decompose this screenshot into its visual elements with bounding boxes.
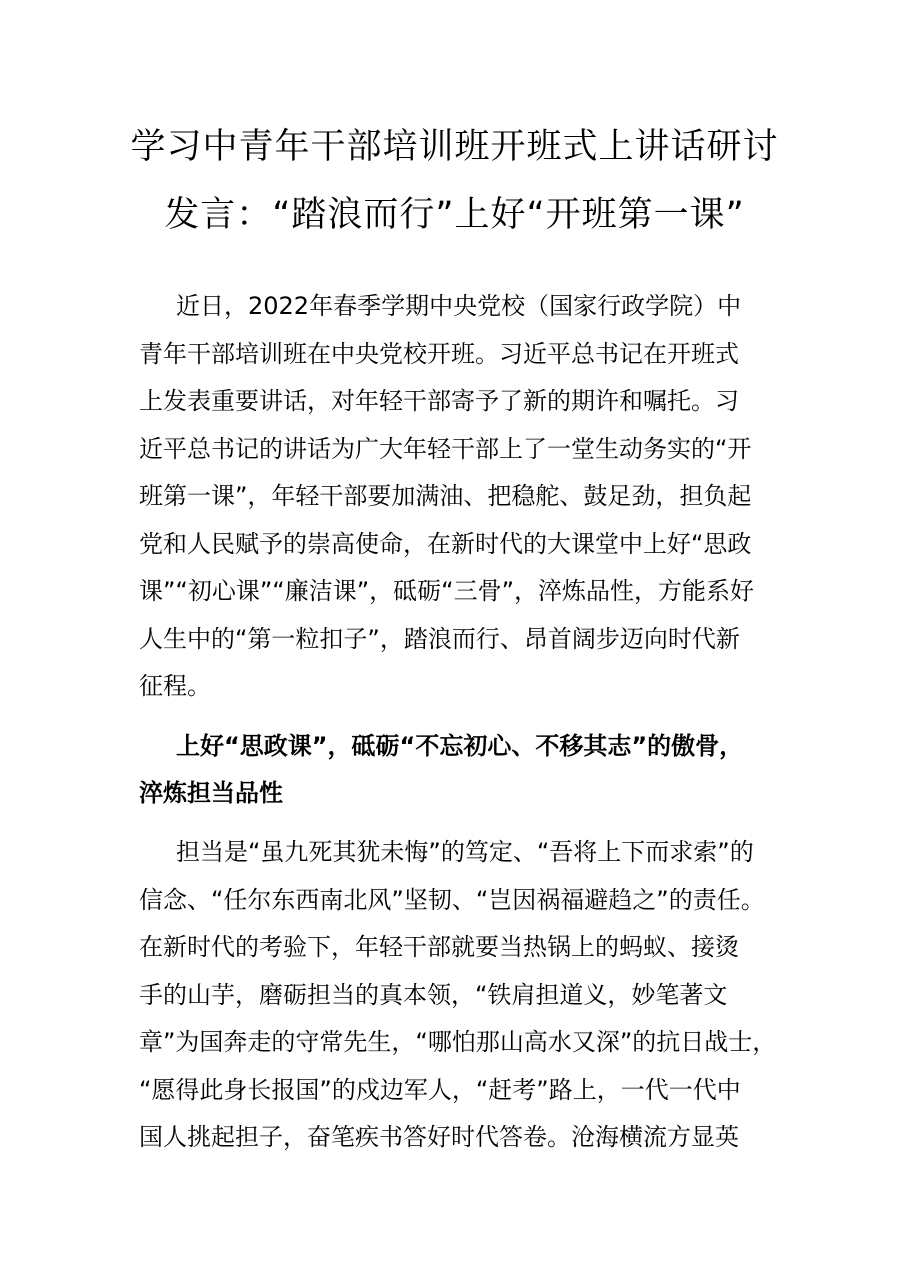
paragraph-2-line: 手的山芋，磨砺担当的真本领，“铁肩担道义，妙笔著文 [139, 981, 728, 1009]
paragraph-2-line: 担当是“虽九死其犹未悔”的笃定、“吾将上下而求索”的 [176, 838, 754, 866]
paragraph-1-line: 青年干部培训班在中央党校开班。习近平总书记在开班式 [139, 340, 739, 368]
document-title-line-2: 发言：“踏浪而行”上好“开班第一课” [164, 195, 745, 235]
paragraph-1-line: 上发表重要讲话，对年轻干部寄予了新的期许和嘱托。习 [139, 387, 739, 415]
paragraph-1-line: 近平总书记的讲话为广大年轻干部上了一堂生动务实的“开 [139, 435, 752, 463]
paragraph-1-line: 近日，2022年春季学期中央党校（国家行政学院）中 [176, 292, 742, 320]
paragraph-1-line: 班第一课”，年轻干部要加满油、把稳舵、鼓足劲，担负起 [139, 482, 752, 510]
section-heading-line: 上好“思政课”，砥砺“不忘初心、不移其志”的傲骨， [176, 732, 744, 760]
section-heading-line: 淬炼担当品性 [139, 779, 283, 807]
paragraph-2-line: “愿得此身长报国”的戍边军人，“赶考”路上，一代一代中 [139, 1076, 741, 1104]
paragraph-1-line: 课”“初心课”“廉洁课”，砥砺“三骨”，淬炼品性，方能系好 [139, 577, 755, 605]
document-title-line-1: 学习中青年干部培训班开班式上讲话研讨 [130, 127, 779, 167]
paragraph-2-line: 信念、“任尔东西南北风”坚韧、“岂因祸福避趋之”的责任。 [139, 886, 765, 914]
paragraph-1-line: 人生中的“第一粒扣子”，踏浪而行、昂首阔步迈向时代新 [139, 625, 740, 653]
paragraph-2-line: 章”为国奔走的守常先生，“哪怕那山高水又深”的抗日战士， [139, 1028, 777, 1056]
paragraph-1-line: 征程。 [139, 672, 211, 700]
paragraph-1-line: 党和人民赋予的崇高使命，在新时代的大课堂中上好“思政 [139, 530, 752, 558]
paragraph-2-line: 在新时代的考验下，年轻干部就要当热锅上的蚂蚁、接烫 [139, 933, 739, 961]
paragraph-2-line: 国人挑起担子，奋笔疾书答好时代答卷。沧海横流方显英 [139, 1123, 739, 1151]
